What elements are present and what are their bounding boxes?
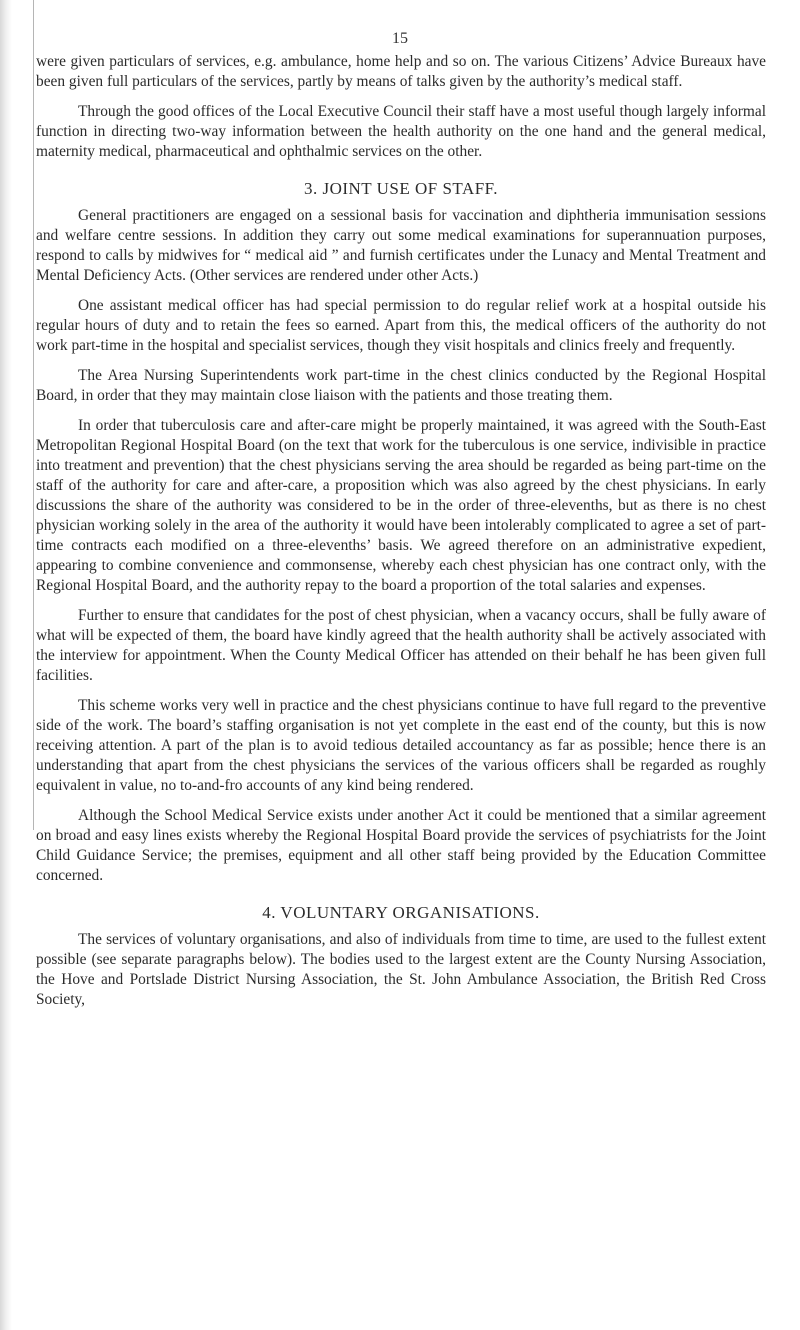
document-body: [36, 52, 766, 1010]
paragraph: One assistant medical officer has had special permission to do regular relief work at a hospital outside his regular hours of duty and to retain the fees so earned. Apart from this, the medical officers of the authority do not work part-time in the hospital and specialist services, though they visit hospitals and clinics freely and frequently.: [36, 297, 766, 354]
paragraph: were given particulars of services, e.g. ambulance, home help and so on. The various Citizens’ Advice Bureaux have been given full particulars of the services, partly by means of talks given by the authority’s medical staff.: [36, 53, 766, 90]
paragraph: The services of voluntary organisations, and also of individuals from time to time, are used to the fullest extent possible (see separate paragraphs below). The bodies used to the largest extent are the County Nursing Association, the Hove and Portslade District Nursing Association, the St. John Ambulance Association, the British Red Cross Society,: [36, 931, 766, 1008]
section-heading-voluntary-organisations: 4. VOLUNTARY ORGANISATIONS.: [262, 903, 540, 922]
paragraph: Through the good offices of the Local Executive Council their staff have a most useful though largely informal function in directing two-way information between the health authority on the one hand and the general medical, maternity medical, pharmaceutical and ophthalmic services on the other.: [36, 103, 766, 160]
paragraph: General practitioners are engaged on a sessional basis for vaccination and diphtheria immunisation sessions and welfare centre sessions. In addition they carry out some medical examinations for superannuation purposes, respond to calls by midwives for “ medical aid ” and furnish certificates under the Lunacy and Mental Treatment and Mental Deficiency Acts. (Other services are rendered under other Acts.): [36, 207, 766, 284]
paragraph: This scheme works very well in practice and the chest physicians continue to have full regard to the preventive side of the work. The board’s staffing organisation is not yet complete in the east end of the county, but this is now receiving attention. A part of the plan is to avoid tedious detailed accountancy as far as possible; hence there is an understanding that apart from the chest physicians the services of the various officers shall be regarded as roughly equivalent in value, no to-and-fro accounts of any kind being rendered.: [36, 697, 766, 794]
paragraph: The Area Nursing Superintendents work part-time in the chest clinics conducted by the Regional Hospital Board, in order that they may maintain close liaison with the patients and those treating them.: [36, 367, 766, 404]
page-binding-line: [33, 0, 34, 830]
paragraph: Although the School Medical Service exists under another Act it could be mentioned that a similar agreement on broad and easy lines exists whereby the Regional Hospital Board provide the services of psychiatrists for the Joint Child Guidance Service; the premises, equipment and all other staff being provided by the Education Committee concerned.: [36, 807, 766, 884]
page-number: 15: [392, 30, 408, 47]
paragraph: Further to ensure that candidates for the post of chest physician, when a vacancy occurs, shall be fully aware of what will be expected of them, the board have kindly agreed that the health authority shall be actively associated with the interview for appointment. When the County Medical Officer has attended on their behalf he has been given full facilities.: [36, 607, 766, 684]
page-binding-edge: [0, 0, 12, 1330]
section-heading-joint-use-of-staff: 3. JOINT USE OF STAFF.: [303, 179, 499, 198]
paragraph: In order that tuberculosis care and after-care might be properly maintained, it was agreed with the South-East Metropolitan Regional Hospital Board (on the text that work for the tuberculous is one service, indivisible in practice into treatment and prevention) that the chest physicians serving the area should be regarded as being part-time on the staff of the authority for care and after-care, a proposition which was also agreed by the chest physicians. In early discussions the share of the authority was considered to be in the order of three-elevenths, but as there is no chest physician working solely in the area of the authority it would have been intolerably complicated to agree a set of part-time contracts each modified on a three-elevenths’ basis. We agreed therefore on an administrative expedient, appearing to combine convenience and commonsense, whereby each chest physician has one contract only, with the Regional Hospital Board, and the authority repay to the board a proportion of the total salaries and expenses.: [36, 417, 766, 594]
